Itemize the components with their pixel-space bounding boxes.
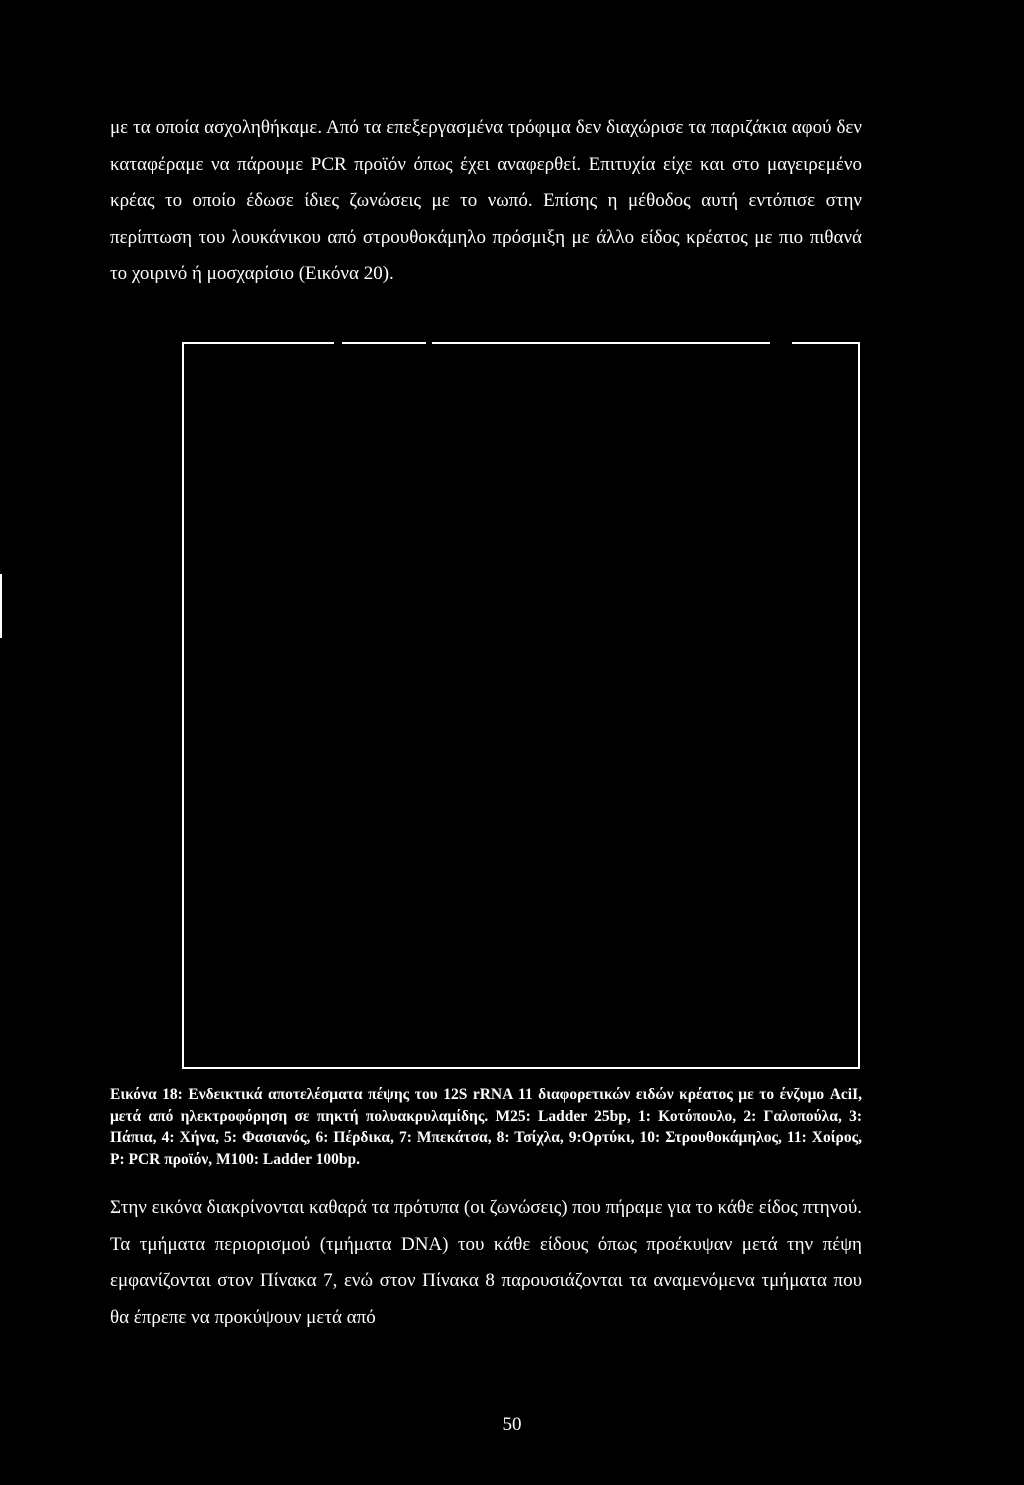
paragraph-bottom: Στην εικόνα διακρίνονται καθαρά τα πρότυπα (οι ζωνώσεις) που πήραμε για το κάθε είδος πτηνού. Τα τμήματα περιορισμού (τμήματα DNA) του κάθε είδους όπως προέκυψαν μετά την πέψη εμφανίζονται στον Πίνακα 7, ενώ στον Πίνακα 8 παρουσιάζονται τα αναμενόμενα τμήματα που θα έπρεπε να προκύψουν μετά από xyxy=(110,1197,862,1328)
scan-edge-mark xyxy=(0,574,2,638)
frame-gap xyxy=(334,342,342,344)
gel-photo-area xyxy=(190,348,854,1061)
frame-gap xyxy=(426,342,432,344)
figure-caption: Εικόνα 18: Ενδεικτικά αποτελέσματα πέψης του 12S rRNA 11 διαφορετικών ειδών κρέατος με το ένζυμο AciI, μετά από ηλεκτροφόρηση σε πηκτή πολυακρυλαμίδης. M25: Ladder 25bp, 1: Κοτόπουλο, 2: Γαλοπούλα, 3: Πάπια, 4: Χήνα, 5: Φασιανός, 6: Πέρδικα, 7: Μπεκάτσα, 8: Τσίχλα, 9:Ορτύκι, 10: Στρουθοκάμηλος, 11: Χοίρος, P: PCR προϊόν, M100: Ladder 100bp. xyxy=(110,1086,862,1168)
frame-gap xyxy=(770,342,792,344)
figure-gel-image xyxy=(182,342,860,1069)
paragraph-top: με τα οποία ασχοληθήκαμε. Από τα επεξεργασμένα τρόφιμα δεν διαχώρισε τα παριζάκια αφού δεν καταφέραμε να πάρουμε PCR προϊόν όπως έχει αναφερθεί. Επιτυχία είχε και στο μαγειρεμένο κρέας το οποίο έδωσε ίδιες ζωνώσεις με το νωπό. Επίσης η μέθοδος αυτή εντόπισε στην περίπτωση του λουκάνικου από στρουθοκάμηλο πρόσμιξη με άλλο είδος κρέατος με πιο πιθανά το χοιρινό ή μοσχαρίσιο (Εικόνα 20). xyxy=(110,117,862,284)
page-number: 50 xyxy=(502,1414,522,1435)
